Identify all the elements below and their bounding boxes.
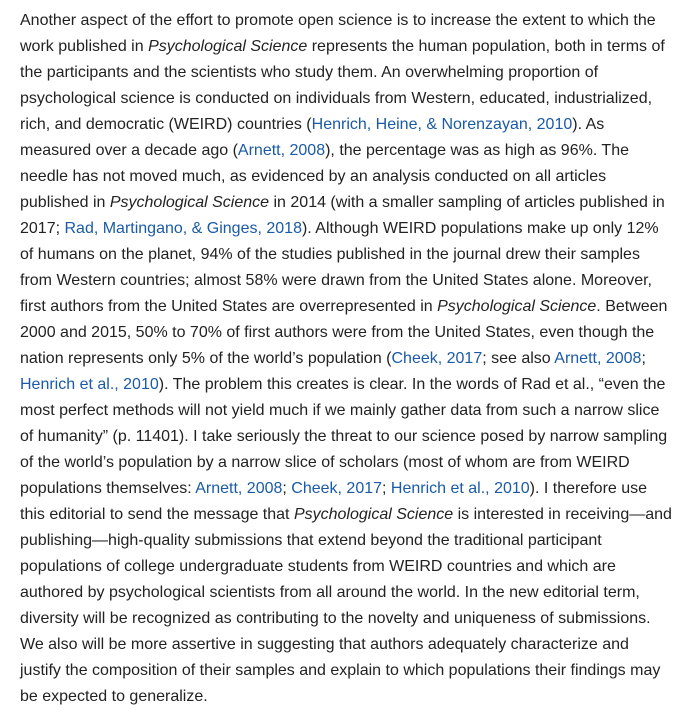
text-line — [20, 34, 685, 60]
body-text: ; — [282, 480, 292, 497]
body-text: of the world’s population by a narrow slice of scholars (most of whom are from WEIRD — [20, 454, 630, 471]
body-text: measured over a decade ago ( — [20, 142, 238, 159]
body-text: this editorial to send the message that — [20, 506, 294, 523]
text-line — [20, 138, 685, 164]
body-text: 2017; — [20, 220, 65, 237]
text-line — [20, 554, 685, 580]
body-text: psychological science is conducted on individuals from Western, educated, industrialized, — [20, 90, 653, 107]
body-text: ). Although WEIRD populations make up only 12% — [301, 220, 659, 237]
text-line — [20, 164, 685, 190]
text-line — [20, 632, 685, 658]
body-text: Another aspect of the effort to promote open science is to increase the extent to which the — [20, 12, 656, 29]
text-line — [20, 294, 685, 320]
body-text: from Western countries; almost 58% were drawn from the United States alone. Moreover, — [20, 272, 652, 289]
body-text: nation represents only 5% of the world’s population ( — [20, 350, 392, 367]
text-line — [20, 320, 685, 346]
body-text: of humans on the planet, 94% of the studies published in the journal drew their samples — [20, 246, 640, 263]
body-text: of humanity” (p. 11401). I take seriously the threat to our science posed by narrow sampling — [20, 428, 668, 445]
text-line — [20, 398, 685, 424]
text-line — [20, 268, 685, 294]
body-text: first authors from the United States are overrepresented in — [20, 298, 438, 315]
body-text: populations themselves: — [20, 480, 196, 497]
body-text: publishing—high-quality submissions that extend beyond the traditional participant — [20, 532, 602, 549]
body-text: most perfect methods will not yield much if we mainly gather data from such a narrow slice — [20, 402, 660, 419]
body-text: authored by psychological scientists from all around the world. In the new editorial term, — [20, 584, 640, 601]
text-line — [20, 450, 685, 476]
text-line — [20, 502, 685, 528]
text-line — [20, 528, 685, 554]
body-text: . Between — [596, 298, 668, 315]
text-line — [20, 216, 685, 242]
body-paragraph — [20, 8, 685, 710]
body-text: work published in — [20, 38, 149, 55]
text-line — [20, 8, 685, 34]
body-text: the participants and the scientists who study them. An overwhelming proportion of — [20, 64, 599, 81]
body-text: ). The problem this creates is clear. In the words of Rad et al., “even the — [158, 376, 666, 393]
text-line — [20, 346, 685, 372]
text-line — [20, 86, 685, 112]
body-text: populations of college undergraduate students from WEIRD countries and which are — [20, 558, 616, 575]
citation-link[interactable]: Arnett, 2008 — [554, 350, 642, 367]
journal-title: Psychological Science — [293, 506, 454, 523]
citation-link[interactable]: Cheek, 2017 — [391, 350, 483, 367]
body-text: is interested in receiving—and — [453, 506, 672, 523]
body-text: 2000 and 2015, 50% to 70% of first authors were from the United States, even though the — [20, 324, 655, 341]
citation-link[interactable]: Arnett, 2008 — [237, 142, 326, 159]
text-line — [20, 476, 685, 502]
body-text: rich, and democratic (WEIRD) countries ( — [20, 116, 312, 133]
text-line — [20, 684, 685, 710]
text-line — [20, 606, 685, 632]
body-text: be expected to generalize. — [20, 688, 208, 705]
body-text: justify the composition of their samples and explain to which populations their findings may — [20, 662, 661, 679]
citation-link[interactable]: Arnett, 2008 — [195, 480, 283, 497]
text-line — [20, 112, 685, 138]
citation-link[interactable]: Henrich et al., 2010 — [20, 376, 159, 393]
text-line — [20, 372, 685, 398]
body-text: ; — [641, 350, 646, 367]
body-text: ), the percentage was as high as 96%. The — [325, 142, 629, 159]
citation-link[interactable]: Rad, Martingano, & Ginges, 2018 — [64, 220, 302, 237]
journal-title: Psychological Science — [437, 298, 597, 315]
text-line — [20, 60, 685, 86]
body-text: represents the human population, both in terms of — [307, 38, 665, 55]
body-text: in 2014 (with a smaller sampling of articles published in — [269, 194, 665, 211]
body-text: needle has not moved much, as evidenced by an analysis conducted on all articles — [20, 168, 607, 185]
citation-link[interactable]: Cheek, 2017 — [291, 480, 383, 497]
journal-title: Psychological Science — [148, 38, 308, 55]
body-text: ; — [382, 480, 391, 497]
text-line — [20, 580, 685, 606]
body-text: ). I therefore use — [529, 480, 648, 497]
text-line — [20, 424, 685, 450]
body-text: We also will be more assertive in suggesting that authors adequately characterize and — [20, 636, 629, 653]
citation-link[interactable]: Henrich, Heine, & Norenzayan, 2010 — [311, 116, 573, 133]
body-text: diversity will be recognized as contributing to the novelty and uniqueness of submissions. — [20, 610, 651, 627]
journal-title: Psychological Science — [109, 194, 270, 211]
body-text: published in — [20, 194, 110, 211]
body-text: ). As — [572, 116, 605, 133]
body-text: ; see also — [482, 350, 555, 367]
text-line — [20, 242, 685, 268]
text-line — [20, 190, 685, 216]
citation-link[interactable]: Henrich et al., 2010 — [390, 480, 530, 497]
text-line — [20, 658, 685, 684]
